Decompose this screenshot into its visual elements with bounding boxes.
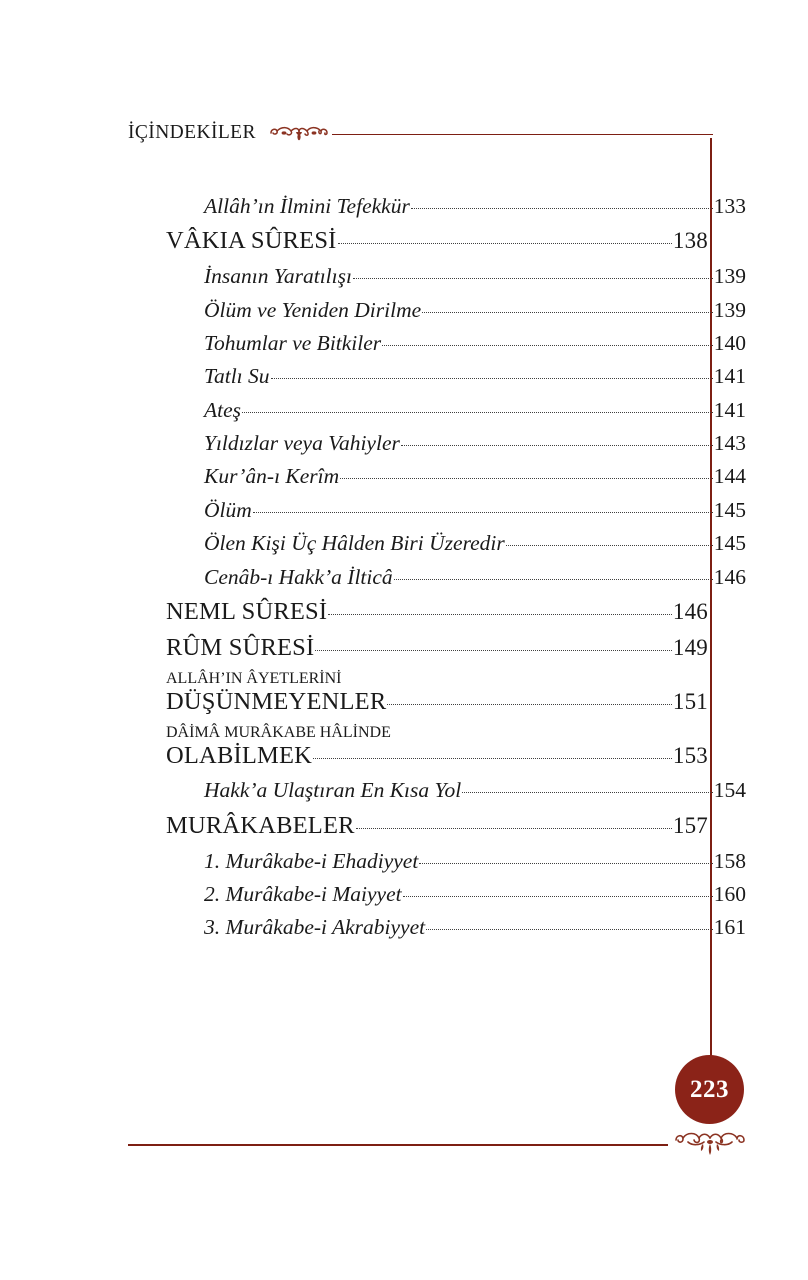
bottom-frame-rule <box>128 1144 668 1146</box>
toc-entry-label: MURÂKABELER <box>166 811 355 839</box>
page-title: İÇİNDEKİLER <box>128 122 256 143</box>
toc-leader-dots <box>340 477 713 479</box>
toc-entry[interactable] <box>128 194 746 219</box>
page-number-text: 223 <box>690 1075 729 1103</box>
toc-entry[interactable] <box>128 724 708 771</box>
toc-entry-page-number: 149 <box>672 634 708 660</box>
toc-entry-label: RÛM SÛRESİ <box>166 633 315 661</box>
toc-entry-page-number: 133 <box>713 194 746 218</box>
toc-entry[interactable] <box>128 598 708 627</box>
flourish-ornament-icon <box>672 1128 748 1162</box>
toc-entry[interactable] <box>128 915 746 940</box>
toc-entry-label: OLABİLMEK <box>166 741 313 769</box>
toc-entry-page-number: 157 <box>672 812 708 838</box>
toc-entry[interactable] <box>128 431 746 456</box>
toc-leader-dots <box>353 277 713 279</box>
toc-entry-page-number: 154 <box>713 778 746 803</box>
toc-entry-label: Yıldızlar veya Vahiyler <box>204 431 400 456</box>
toc-entry-label: DÜŞÜNMEYENLER <box>166 687 387 715</box>
toc-entry[interactable] <box>128 227 708 256</box>
toc-entry-page-number: 144 <box>713 464 746 489</box>
toc-entry-page-number: 153 <box>672 742 708 768</box>
toc-entry-page-number: 141 <box>713 397 746 422</box>
toc-entry-page-number: 143 <box>713 431 746 456</box>
toc-entry-second-line <box>166 742 708 771</box>
toc-entry-page-number: 141 <box>713 364 746 389</box>
toc-entry-label: Allâh’ın İlmini Tefekkür <box>204 194 410 218</box>
toc-leader-dots <box>394 578 713 580</box>
toc-leader-dots <box>426 928 713 930</box>
toc-entry-page-number: 146 <box>713 564 746 589</box>
toc-leader-dots <box>315 649 672 651</box>
toc-entry-page-number: 151 <box>672 688 708 714</box>
toc-entry-page-number: 160 <box>713 882 746 907</box>
toc-leader-dots <box>253 511 713 513</box>
toc-leader-dots <box>411 207 713 209</box>
toc-entry-label: Ateş <box>204 397 242 422</box>
toc-entry[interactable] <box>128 670 708 717</box>
toc-entry-page-number: 145 <box>713 497 746 522</box>
toc-leader-dots <box>401 444 713 446</box>
toc-entry[interactable] <box>128 531 746 556</box>
toc-leader-dots <box>242 411 713 413</box>
toc-entry[interactable] <box>128 812 708 841</box>
toc-entry-label: Cenâb-ı Hakk’a İlticâ <box>204 564 393 589</box>
toc-entry-label: Tatlı Su <box>204 364 270 389</box>
toc-entry[interactable] <box>128 849 746 874</box>
toc-leader-dots <box>419 862 712 864</box>
toc-leader-dots <box>338 242 672 244</box>
toc-leader-dots <box>462 791 713 793</box>
toc-entry-label: DÂİMÂ MURÂKABE HÂLİNDE <box>166 723 391 741</box>
toc-leader-dots <box>313 757 672 759</box>
running-header <box>128 118 713 148</box>
toc-entry-label: Ölen Kişi Üç Hâlden Biri Üzeredir <box>204 531 505 556</box>
toc-entry-page-number: 138 <box>672 228 708 254</box>
toc-leader-dots <box>271 377 713 379</box>
toc-entry[interactable] <box>128 882 746 907</box>
toc-entry[interactable] <box>128 565 746 590</box>
toc-entry-label: Tohumlar ve Bitkiler <box>204 330 382 355</box>
toc-leader-dots <box>328 613 672 615</box>
toc-leader-dots <box>387 703 672 705</box>
toc-leader-dots <box>506 544 713 546</box>
toc-entry[interactable] <box>128 398 746 423</box>
toc-entry[interactable] <box>128 264 746 289</box>
toc-leader-dots <box>356 827 672 829</box>
toc-entry-label: 1. Murâkabe-i Ehadiyyet <box>204 848 419 873</box>
flourish-ornament-icon <box>268 124 330 142</box>
toc-entry-label: Ölüm ve Yeniden Dirilme <box>204 297 422 322</box>
toc-entry[interactable] <box>128 634 708 663</box>
toc-entry[interactable] <box>128 464 746 489</box>
toc-entry[interactable] <box>128 498 746 523</box>
table-of-contents <box>128 186 746 949</box>
toc-leader-dots <box>422 311 713 313</box>
toc-entry-label: 3. Murâkabe-i Akrabiyyet <box>204 915 426 940</box>
toc-entry-page-number: 146 <box>672 598 708 624</box>
toc-entry-label: 2. Murâkabe-i Maiyyet <box>204 882 402 907</box>
toc-entry-label: Ölüm <box>204 497 252 522</box>
toc-entry-label: NEML SÛRESİ <box>166 597 328 625</box>
toc-entry-page-number: 139 <box>713 297 746 322</box>
toc-entry-page-number: 145 <box>713 531 746 556</box>
toc-entry-label: İnsanın Yaratılışı <box>204 264 352 289</box>
toc-entry[interactable] <box>128 778 746 803</box>
toc-entry-label: VÂKIA SÛRESİ <box>166 227 337 255</box>
toc-entry-second-line <box>166 688 708 717</box>
toc-entry[interactable] <box>128 298 746 323</box>
toc-entry-label: Hakk’a Ulaştıran En Kısa Yol <box>204 778 462 803</box>
page-number-badge <box>675 1055 744 1124</box>
toc-entry-label: Kur’ân-ı Kerîm <box>204 464 340 489</box>
toc-entry-page-number: 140 <box>713 330 746 355</box>
toc-entry-page-number: 161 <box>713 915 746 940</box>
toc-leader-dots <box>403 895 713 897</box>
toc-entry-page-number: 158 <box>713 848 746 873</box>
toc-leader-dots <box>382 344 713 346</box>
toc-entry-label: ALLÂH’IN ÂYETLERİNİ <box>166 669 342 687</box>
toc-entry[interactable] <box>128 331 746 356</box>
header-rule <box>332 134 713 136</box>
toc-entry-page-number: 139 <box>713 264 746 289</box>
toc-entry[interactable] <box>128 364 746 389</box>
